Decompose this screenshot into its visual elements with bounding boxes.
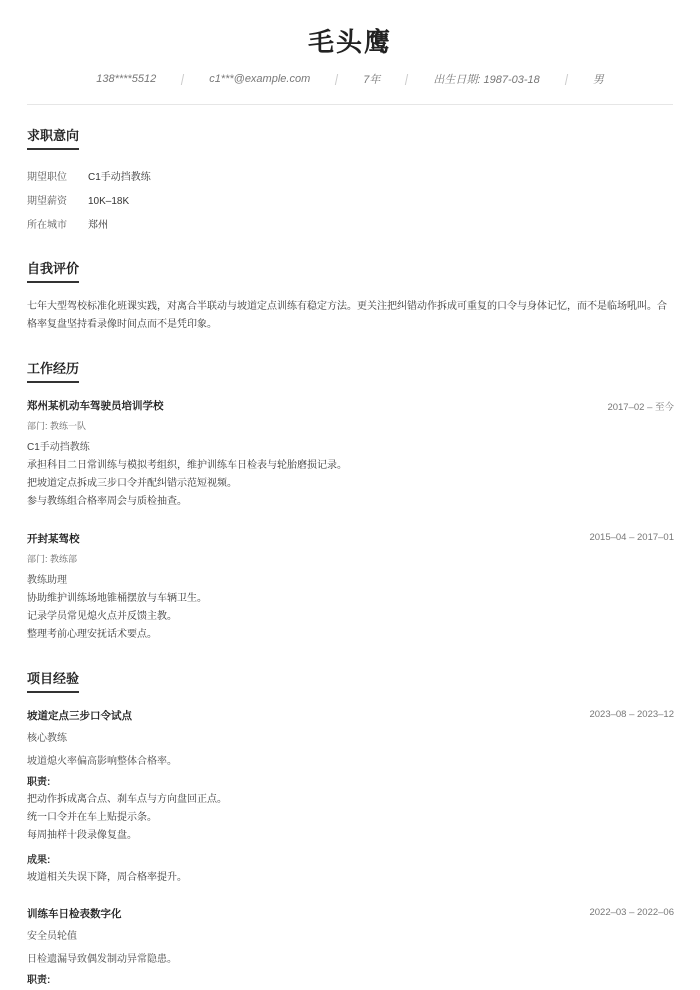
contact-bar [0, 71, 700, 87]
intent-row-salary [27, 192, 129, 207]
section-title-project: 项目经验 [27, 671, 80, 686]
project-role: 核心教练 [27, 733, 67, 744]
list-item: 每周抽样十段录像复盘。 [27, 830, 137, 841]
work-dept: 部门: 教练部 [27, 554, 78, 564]
section-underline [27, 691, 79, 693]
project-name: 坡道定点三步口令试点 [27, 710, 132, 722]
intent-row-position [27, 168, 151, 183]
separator [181, 74, 184, 85]
self-evaluation-text: 七年大型驾校标准化班课实践，对离合半联动与坡道定点训练有稳定方法。更关注把纠错动作拆成可重复的口令与身体记忆，而不是临场吼叫。合格率复盘坚持看录像时间点而不是凭印象。 [27, 301, 667, 330]
experience-years: 7年 [363, 74, 381, 86]
list-item: 把动作拆成离合点、刹车点与方向盘回正点。 [27, 794, 227, 805]
separator [565, 74, 568, 85]
project-description: 日检遗漏导致偶发制动异常隐患。 [27, 954, 177, 965]
work-duties [27, 590, 667, 644]
work-date: 2017–02 – 至今 [607, 402, 674, 413]
intent-row-city [27, 216, 108, 231]
intent-value: 郑州 [88, 220, 108, 231]
intent-value: C1手动挡教练 [88, 172, 151, 183]
duty-label: 职责: [27, 975, 51, 986]
result-label: 成果: [27, 855, 51, 866]
list-item: 参与教练组合格率周会与质检抽查。 [27, 496, 187, 507]
candidate-name: 毛头鹰 [307, 27, 392, 57]
project-results [27, 869, 667, 887]
section-underline [27, 148, 79, 150]
gender: 男 [592, 74, 604, 86]
section-title-intent: 求职意向 [27, 128, 80, 143]
work-date: 2015–04 – 2017–01 [589, 532, 674, 543]
email: c1***@example.com [209, 73, 311, 85]
list-item: 记录学员常见熄火点并反馈主教。 [27, 611, 177, 622]
project-description: 坡道熄火率偏高影响整体合格率。 [27, 756, 177, 767]
work-role: C1手动挡教练 [27, 442, 90, 453]
list-item: 承担科目二日常训练与模拟考组织，维护训练车日检表与轮胎磨损记录。 [27, 460, 347, 471]
intent-value: 10K–18K [88, 196, 130, 207]
separator [335, 74, 338, 85]
work-duties [27, 457, 667, 511]
intent-key: 期望职位 [27, 172, 67, 183]
list-item: 把坡道定点拆成三步口令并配纠错示范短视频。 [27, 478, 237, 489]
work-company: 开封某驾校 [27, 533, 80, 545]
list-item: 统一口令并在车上贴提示条。 [27, 812, 157, 823]
list-item: 坡道相关失误下降，周合格率提升。 [27, 872, 187, 883]
list-item: 整理考前心理安抚话术要点。 [27, 629, 157, 640]
intent-key: 所在城市 [27, 220, 67, 231]
header-divider [27, 104, 673, 105]
project-date: 2023–08 – 2023–12 [589, 709, 674, 720]
project-role: 安全员轮值 [27, 931, 77, 942]
separator [405, 74, 408, 85]
section-title-self-eval: 自我评价 [27, 261, 80, 276]
phone: 138****5512 [96, 73, 157, 85]
work-dept: 部门: 教练一队 [27, 421, 87, 431]
project-duties [27, 791, 667, 845]
project-name: 训练车日检表数字化 [27, 908, 122, 920]
duty-label: 职责: [27, 777, 51, 788]
project-date: 2022–03 – 2022–06 [589, 907, 674, 918]
section-underline [27, 381, 79, 383]
work-company: 郑州某机动车驾驶员培训学校 [27, 400, 164, 412]
birth-date: 出生日期: 1987-03-18 [433, 74, 540, 86]
intent-key: 期望薪资 [27, 196, 67, 207]
section-underline [27, 281, 79, 283]
section-title-work: 工作经历 [27, 361, 80, 376]
list-item: 协助维护训练场地锥桶摆放与车辆卫生。 [27, 593, 207, 604]
work-role: 教练助理 [27, 575, 67, 586]
